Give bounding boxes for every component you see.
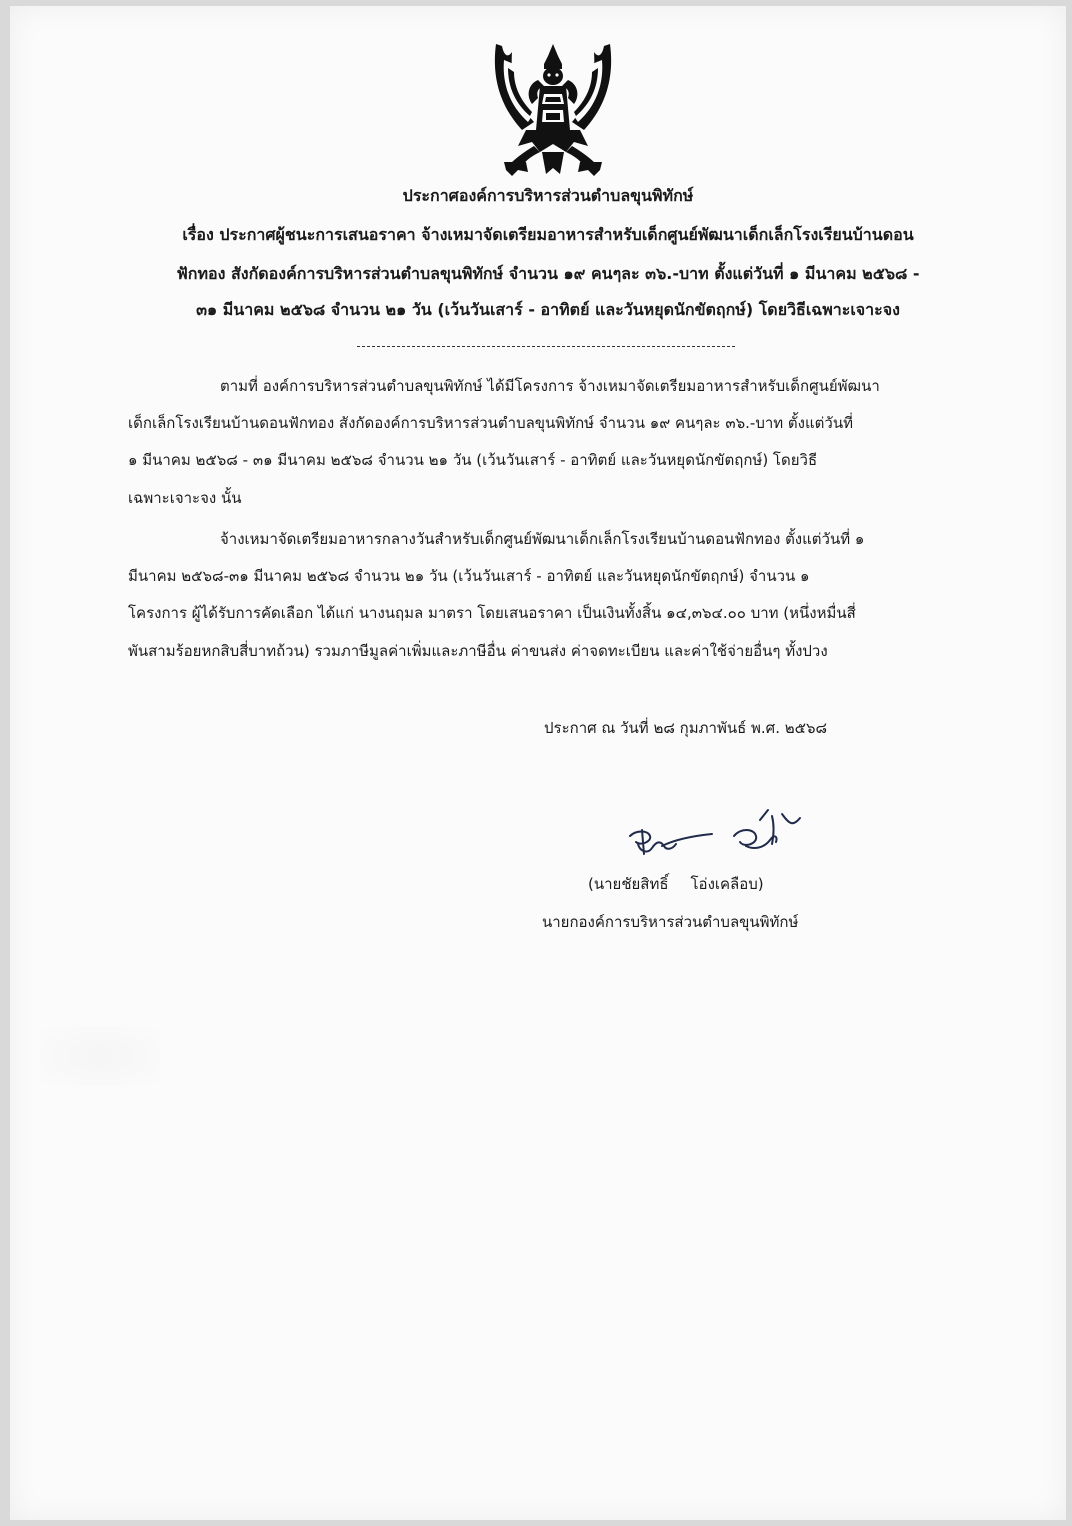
document-page	[10, 6, 1066, 1520]
paragraph1-line-3: ๑ มีนาคม ๒๕๖๘ - ๓๑ มีนาคม ๒๕๖๘ จำนวน ๒๑ วัน (เว้นวันเสาร์ - อาทิตย์ และวันหยุดนักขัตฤกษ์) โดยวิธี	[128, 451, 818, 469]
signer-first-name: (นายชัยสิทธิ์	[588, 875, 669, 893]
subject-line-1: เรื่อง ประกาศผู้ชนะการเสนอราคา จ้างเหมาจัดเตรียมอาหารสำหรับเด็กศูนย์พัฒนาเด็กเล็กโรงเรียนบ้านดอน	[182, 225, 914, 244]
announcement-date: ประกาศ ณ วันที่ ๒๘ กุมภาพันธ์ พ.ศ. ๒๕๖๘	[544, 719, 828, 737]
subject-line-3: ๓๑ มีนาคม ๒๕๖๘ จำนวน ๒๑ วัน (เว้นวันเสาร์ - อาทิตย์ และวันหยุดนักขัตฤกษ์) โดยวิธีเฉพาะเจาะจง	[196, 300, 900, 319]
paragraph2-line-4: พันสามร้อยหกสิบสี่บาทถ้วน) รวมภาษีมูลค่าเพิ่มและภาษีอื่น ค่าขนส่ง ค่าจดทะเบียน และค่าใช้จ่ายอื่นๆ ทั้งปวง	[128, 642, 828, 660]
paragraph1-line-2: เด็กเล็กโรงเรียนบ้านดอนฟักทอง สังกัดองค์การบริหารส่วนตำบลขุนพิทักษ์ จำนวน ๑๙ คนๆละ ๓๖.-บาท ตั้งแต่วันที่	[128, 414, 853, 432]
subject-line-2: ฟักทอง สังกัดองค์การบริหารส่วนตำบลขุนพิทักษ์ จำนวน ๑๙ คนๆละ ๓๖.-บาท ตั้งแต่วันที่ ๑ มีนาคม ๒๕๖๘ -	[176, 264, 920, 283]
signer-name	[588, 874, 764, 894]
handwritten-signature	[622, 806, 812, 866]
paragraph2-line-3: โครงการ ผู้ได้รับการคัดเลือก ได้แก่ นางนฤมล มาตรา โดยเสนอราคา เป็นเงินทั้งสิ้น ๑๔,๓๖๔.๐๐ บาท (หนึ่งหมื่นสี่	[128, 604, 856, 622]
paragraph1-line-1: ตามที่ องค์การบริหารส่วนตำบลขุนพิทักษ์ ได้มีโครงการ จ้างเหมาจัดเตรียมอาหารสำหรับเด็กศูนย์พัฒนา	[220, 377, 880, 395]
signer-last-name: โอ่งเคลือบ)	[690, 875, 764, 893]
announcement-organization: ประกาศองค์การบริหารส่วนตำบลขุนพิทักษ์	[402, 186, 694, 205]
paper-smudge	[40, 1026, 160, 1086]
garuda-emblem-icon	[488, 34, 618, 184]
divider	[357, 346, 735, 347]
paragraph2-line-2: มีนาคม ๒๕๖๘-๓๑ มีนาคม ๒๕๖๘ จำนวน ๒๑ วัน (เว้นวันเสาร์ - อาทิตย์ และวันหยุดนักขัตฤกษ์) จำนวน ๑	[128, 567, 810, 585]
paragraph2-line-1: จ้างเหมาจัดเตรียมอาหารกลางวันสำหรับเด็กศูนย์พัฒนาเด็กเล็กโรงเรียนบ้านดอนฟักทอง ตั้งแต่วันที่ ๑	[220, 530, 865, 548]
paragraph1-line-4: เฉพาะเจาะจง นั้น	[128, 489, 242, 507]
signer-title: นายกองค์การบริหารส่วนตำบลขุนพิทักษ์	[542, 913, 799, 931]
